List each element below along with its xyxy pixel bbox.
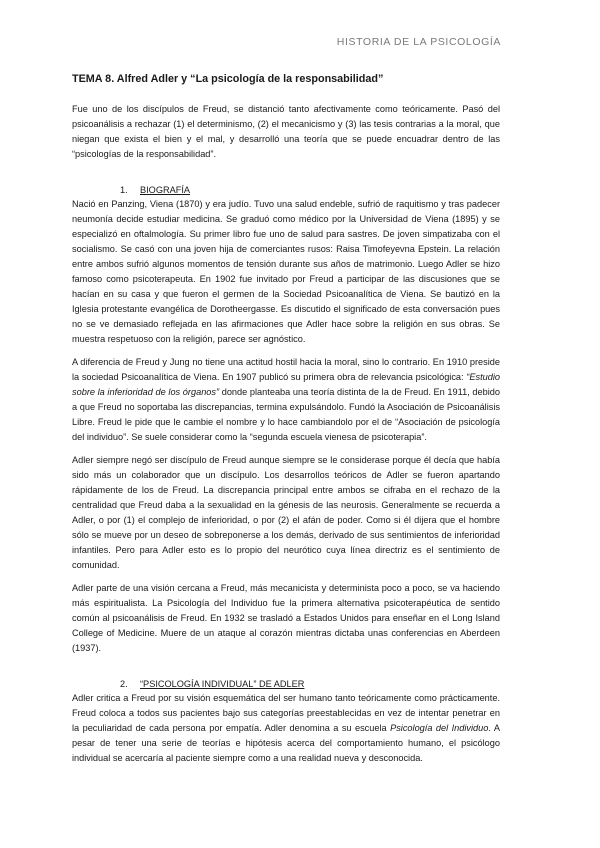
- biography-paragraph-2: [72, 355, 500, 445]
- running-header: HISTORIA DE LA PSICOLOGÍA: [336, 36, 501, 48]
- section-heading-psicologia-individual: [120, 677, 500, 691]
- document-title: TEMA 8. Alfred Adler y “La psicología de la responsabilidad”: [72, 73, 384, 85]
- individual-psychology-paragraph: [72, 691, 500, 766]
- section-heading-biografia: [120, 183, 500, 197]
- document-body: [72, 72, 500, 766]
- section-number: 2.: [120, 679, 128, 689]
- biography-paragraph-1: Nació en Panzing, Viena (1870) y era judío. Tuvo una salud endeble, sufrió de raquitismo y tras padecer neumonía decide estudiar medicina. Se graduó como médico por la Universidad de Viena (1895) y se especializó en oftalmología. Su primer libro fue uno de salud para sastres. De joven simpatizaba con el socialismo. Se casó con una joven hija de comerciantes rusos: Raisa Timofeyevna Epstein. La relación entre ambos sufrió algunos momentos de tensión durante sus años de matrimonio. Luego Adler se hizo famoso como psicoterapeuta. En 1902 fue invitado por Freud a participar de las discusiones que se hacían en su casa y que fueron el germen de la Sociedad Psicoanalítica de Viena. Se bautizó en la Iglesia protestante evangélica de Dorotheergasse. Es discutido el significado de esta conversación pues no se ve demasiado reflejada en las afirmaciones que Adler hace sobre la religión en sus obras. Se muestra respetuoso con la religión, parece ser agnóstico.: [72, 199, 500, 344]
- biography-paragraph-4: Adler parte de una visión cercana a Freud, más mecanicista y determinista poco a poco, se va haciendo más espiritualista. La Psicología del Individuo fue la primera alternativa psicoterapéutica de sentido común al psicoanálisis de Freud. En 1932 se trasladó a Estados Unidos para enseñar en el Long Island College of Medicine. Muere de un ataque al corazón mientras dictaba unas conferencias en Aberdeen (1937).: [72, 583, 500, 653]
- book-title: “Estudio sobre la inferioridad de los órganos”: [72, 372, 500, 397]
- section-title: “PSICOLOGÍA INDIVIDUAL” DE ADLER: [140, 679, 305, 689]
- section-number: 1.: [120, 185, 128, 195]
- paragraph-text: A diferencia de Freud y Jung no tiene una actitud hostil hacia la moral, sino lo contrario. En 1910 preside la sociedad Psicoanalítica de Viena. En 1907 publicó su primera obra de relevancia psicológica:: [72, 357, 500, 382]
- section-title: BIOGRAFÍA: [140, 185, 191, 195]
- paragraph-text: donde planteaba una teoría distinta de la de Freud. En 1911, debido a que Freud no soportaba las discrepancias, termina expulsándolo. Fundó la Asociación de Psicoanálisis Libre. Freud le pide que le cambie el nombre y lo hace cambiandolo por el de “Asociación de psicología del individuo”. Se suele considerar como la “segunda escuela vienesa de psicoterapia”.: [72, 387, 500, 442]
- school-name: Psicología del Individuo: [390, 723, 489, 733]
- biography-paragraph-3: Adler siempre negó ser discípulo de Freud aunque siempre se le considerase porque él decía que había sido más un colaborador que un discípulo. Los desarrollos teóricos de Adler se fueron apartando rápidamente de los de Freud. La discrepancia principal entre ambos se cifraba en el rechazo de la centralidad que Freud daba a la sexualidad en la génesis de las neurosis. Generalmente se recuerda a Adler, o por (1) el complejo de inferioridad, o por (2) el afán de poder. Como si él dijera que el hombre sólo se mueve por un deseo de sobreponerse a los demás, derivado de sus sentimientos de inferioridad infantiles. Pero para Adler esto es lo propio del neurótico cuya línea directriz es el sentimiento de comunidad.: [72, 455, 500, 570]
- paragraph-text: Adler critica a Freud por su visión esquemática del ser humano tanto teóricamente como prácticamente. Freud coloca a todos sus pacientes bajo sus categorías preestablecidas en vez de intentar penetrar en la peculiaridad de cada persona por empatía. Adler denomina a su escuela: [72, 693, 500, 733]
- intro-paragraph: Fue uno de los discípulos de Freud, se distanció tanto afectivamente como teóricamente. Pasó del psicoanálisis a rechazar (1) el determinismo, (2) el mecanicismo y (3) las tesis contrarias a la moral, que niegan que exista el bien y el mal, y desarrolló una teoría que se puede encuadrar dentro de las “psicologías de la responsabilidad”.: [72, 104, 500, 159]
- paragraph-text: . A pesar de tener una serie de teorías e hipótesis acerca del comportamiento humano, el psicólogo individual se acercaría al paciente siempre como a una realidad nueva y desconocida.: [72, 723, 500, 763]
